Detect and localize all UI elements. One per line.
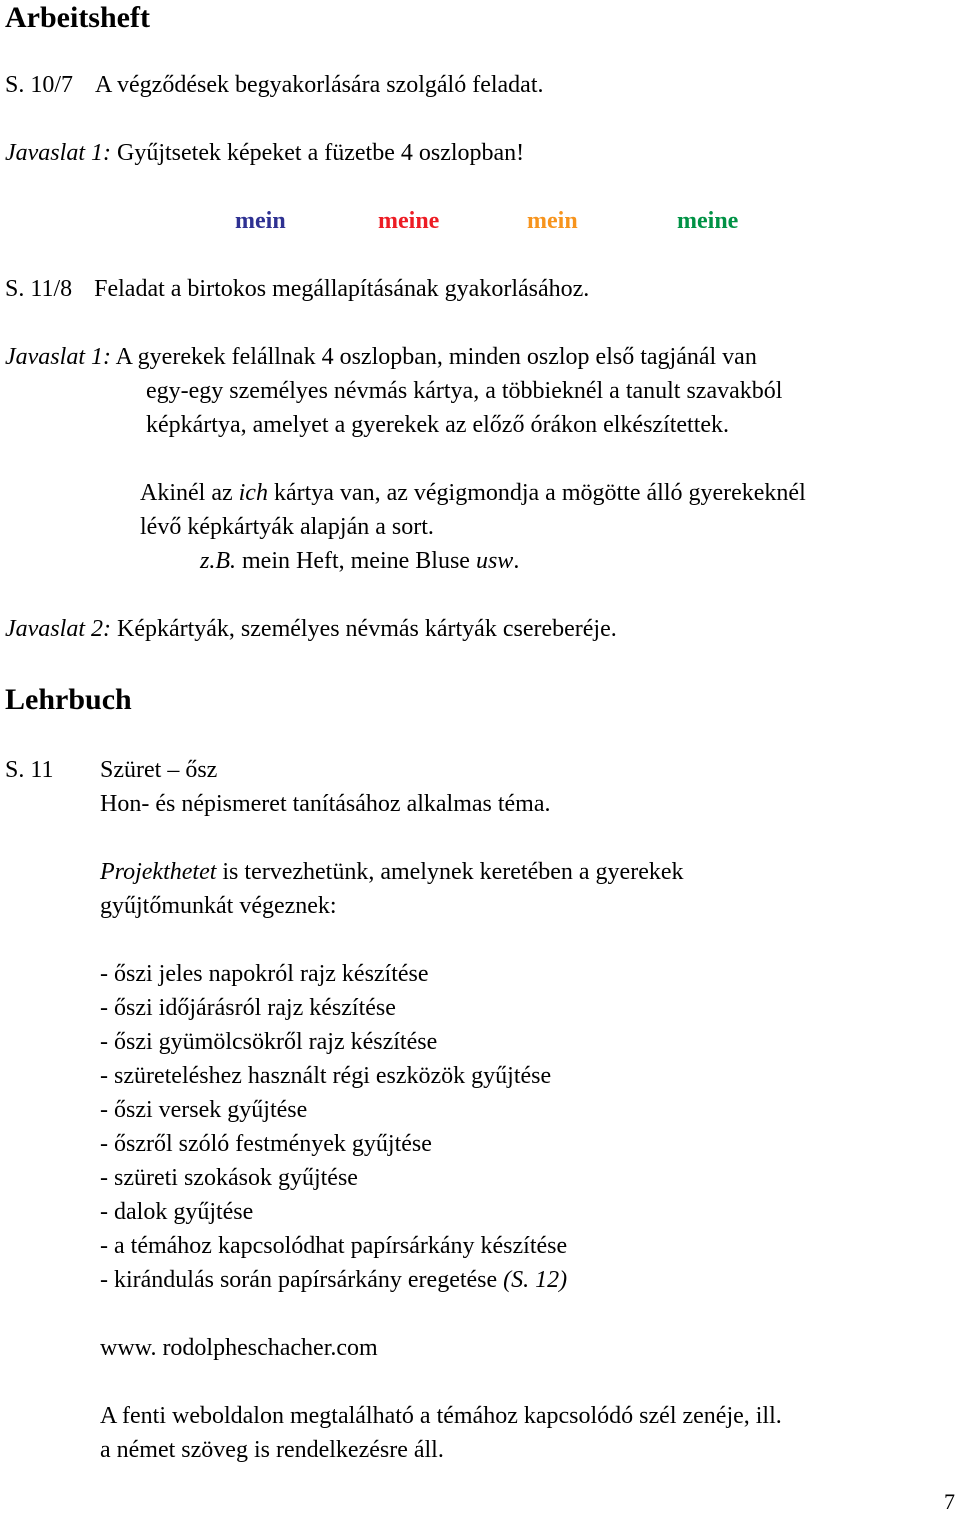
list-item: - szüreteléshez használt régi eszközök gyűjtése	[100, 1063, 552, 1089]
note-line-1: A fenti weboldalon megtalálható a témához kapcsolódó szél zenéje, ill.	[100, 1403, 782, 1429]
j1b-line-3: képkártya, amelyet a gyerekek az előző órákon elkészítettek.	[146, 412, 730, 438]
s11-line2: Hon- és népismeret tanításához alkalmas téma.	[100, 791, 551, 817]
akinel-pre: Akinél az	[140, 480, 239, 506]
website-link[interactable]: www. rodolpheschacher.com	[100, 1335, 378, 1361]
j1b-label: Javaslat 1:	[5, 344, 111, 370]
zb-label: z.B.	[200, 548, 236, 574]
list-item: - őszi jeles napokról rajz készítése	[100, 961, 429, 987]
s118-text: Feladat a birtokos megállapításának gyakorlásához.	[94, 276, 590, 302]
akinel-ich: ich	[238, 480, 268, 506]
j1b-line-1	[5, 342, 757, 372]
note-line-2: a német szöveg is rendelkezésre áll.	[100, 1437, 444, 1463]
projekt-word: Projekthetet	[100, 859, 217, 885]
s11-title: Szüret – ősz	[100, 757, 218, 783]
akinel-line-2: lévő képkártyák alapján a sort.	[140, 514, 434, 540]
j2-line	[5, 614, 617, 644]
list-item-last	[100, 1265, 567, 1295]
zb-usw: usw	[475, 548, 514, 574]
zb-example: mein Heft, meine Bluse	[236, 548, 476, 574]
s118-ref: S. 11/8	[5, 276, 73, 302]
j1b-text-1: A gyerekek felállnak 4 oszlopban, minden oszlop első tagjánál van	[115, 344, 757, 370]
heading-arbeitsheft: Arbeitsheft	[5, 1, 150, 34]
list-item: - őszi gyümölcsökről rajz készítése	[100, 1029, 438, 1055]
list-item: - őszről szóló festmények gyűjtése	[100, 1131, 432, 1157]
list-item-last-ref: (S. 12)	[503, 1267, 568, 1293]
zb-line	[200, 546, 519, 576]
list-item: - őszi versek gyűjtése	[100, 1097, 308, 1123]
j2-label: Javaslat 2:	[5, 616, 111, 642]
heading-lehrbuch: Lehrbuch	[5, 683, 132, 716]
list-item-last-text: - kirándulás során papírsárkány eregetése	[100, 1267, 504, 1293]
zb-end: .	[513, 548, 520, 574]
s118-line	[5, 274, 589, 304]
akinel-line-1	[140, 478, 806, 508]
akinel-post: kártya van, az végigmondja a mögötte álló gyerekeknél	[267, 480, 806, 506]
s107-ref: S. 10/7	[5, 72, 74, 98]
j1b-line-2: egy-egy személyes névmás kártya, a többieknél a tanult szavakból	[146, 378, 783, 404]
s11-ref: S. 11	[5, 757, 54, 783]
column-word-3: mein	[527, 208, 578, 234]
column-word-1: mein	[235, 208, 286, 234]
list-item: - szüreti szokások gyűjtése	[100, 1165, 358, 1191]
column-word-2: meine	[378, 208, 440, 234]
column-word-4: meine	[677, 208, 739, 234]
s107-text: A végződések begyakorlására szolgáló feladat.	[95, 72, 544, 98]
page-number: 7	[944, 1489, 955, 1514]
projekt-rest: is tervezhetünk, amelynek keretében a gyerekek	[216, 859, 684, 885]
projekt-line-1	[100, 857, 684, 887]
list-item: - a témához kapcsolódhat papírsárkány készítése	[100, 1233, 568, 1259]
j1a-label: Javaslat 1:	[5, 140, 111, 166]
list-item: - őszi időjárásról rajz készítése	[100, 995, 396, 1021]
list-item: - dalok gyűjtése	[100, 1199, 254, 1225]
j2-text: Képkártyák, személyes névmás kártyák csereberéje.	[116, 616, 617, 642]
j1a-text: Gyűjtsetek képeket a füzetbe 4 oszlopban!	[116, 140, 525, 166]
j1a-line	[5, 138, 524, 168]
projekt-line-2: gyűjtőmunkát végeznek:	[100, 893, 337, 919]
s107-line	[5, 70, 544, 100]
